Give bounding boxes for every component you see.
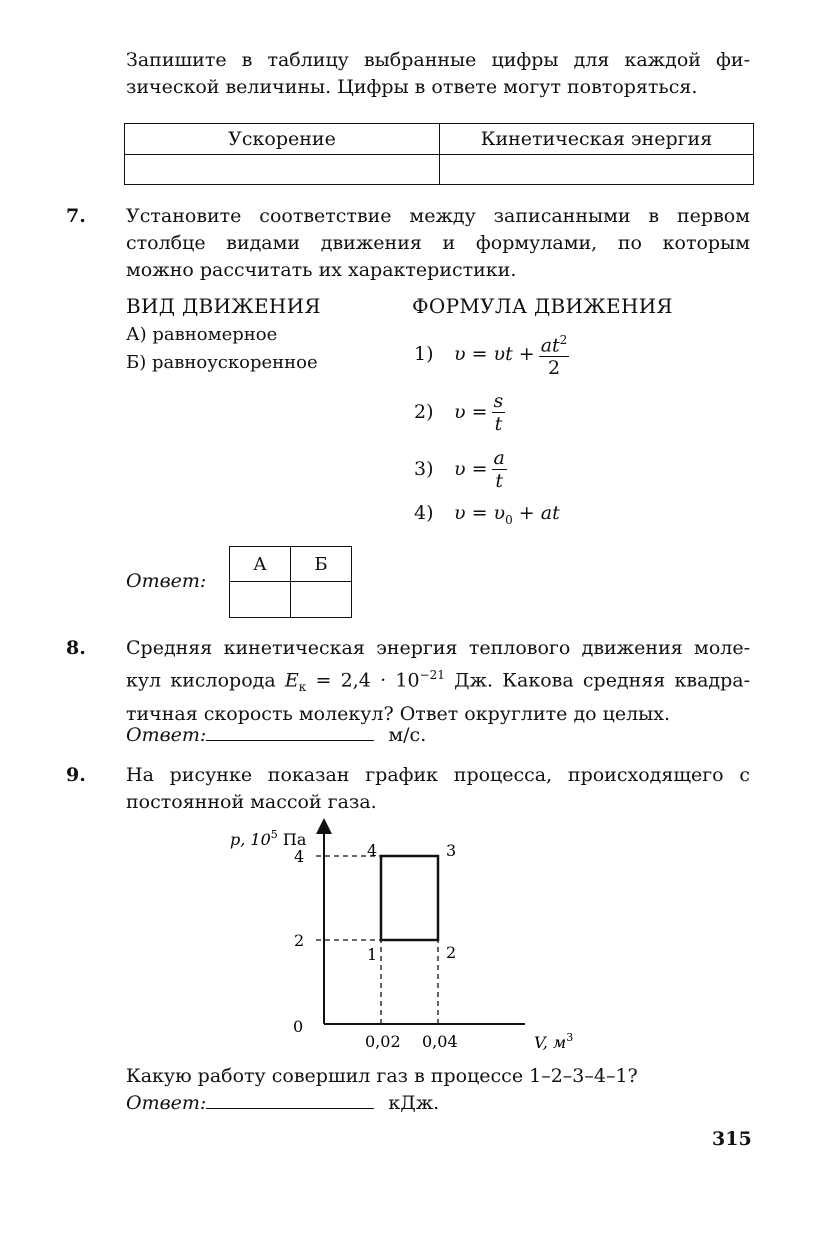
x-tick-label-0: 0,02 bbox=[365, 1032, 401, 1051]
x-axis-label: V, $м^3$ bbox=[534, 1031, 574, 1052]
q8-line-1: Средняя кинетическая энергия теплового движения моле- bbox=[126, 637, 750, 659]
formula-3-lhs: υ = bbox=[454, 458, 488, 480]
y-tick-label-0: 2 bbox=[294, 931, 305, 950]
question-8-number: 8. bbox=[66, 637, 86, 659]
energy-exponent: −21 bbox=[419, 668, 445, 682]
q8-line-2-start: кул кислорода bbox=[126, 669, 285, 692]
q7-line-2: столбце видами движения и формулами, по которым bbox=[126, 232, 750, 254]
q9-line-1: На рисунке показан график процесса, происходящего с bbox=[126, 764, 750, 786]
table-header-acceleration: Ускорение bbox=[125, 124, 440, 155]
motion-item-b: Б) равноускоренное bbox=[126, 352, 318, 373]
state-point-label-3: 3 bbox=[446, 841, 457, 860]
formula-2-label: 2) bbox=[414, 401, 434, 423]
q8-line-3: тичная скорость молекул? Ответ округлите до целых. bbox=[126, 703, 671, 726]
chart-content bbox=[294, 841, 458, 1051]
formula-3-label: 3) bbox=[414, 458, 434, 480]
table-header-kinetic-energy: Кинетическая энергия bbox=[440, 124, 754, 155]
energy-subscript: к bbox=[298, 680, 307, 695]
state-point-label-2: 2 bbox=[446, 943, 457, 962]
intro-line-2: зической величины. Цифры в ответе могут повторяться. bbox=[126, 76, 698, 98]
y-tick-label-1: 4 bbox=[294, 847, 305, 866]
column-head-motion-formula: ФОРМУЛА ДВИЖЕНИЯ bbox=[412, 294, 673, 318]
state-point-label-1: 1 bbox=[367, 945, 378, 964]
formula-1-numerator: at bbox=[540, 334, 560, 357]
formula-4-lhs: υ = υ bbox=[454, 502, 506, 524]
formula-4-subscript: 0 bbox=[505, 512, 513, 527]
page-number: 315 bbox=[712, 1128, 752, 1150]
column-head-motion-type: ВИД ДВИЖЕНИЯ bbox=[126, 294, 321, 318]
formula-3-numerator: a bbox=[493, 446, 505, 469]
motion-item-a: А) равномерное bbox=[126, 324, 278, 345]
q7-answer-label: Ответ: bbox=[126, 570, 207, 592]
answer-col-a: А bbox=[230, 547, 291, 582]
formula-1-lhs: υ = υt + bbox=[454, 343, 535, 365]
answer-col-b: Б bbox=[291, 547, 352, 582]
intro-line-1: Запишите в таблицу выбранные цифры для каждой фи- bbox=[126, 49, 750, 71]
q9-answer-blank[interactable] bbox=[206, 1090, 374, 1109]
question-9-number: 9. bbox=[66, 764, 86, 786]
formula-3-denominator: t bbox=[495, 469, 503, 492]
origin-label: 0 bbox=[293, 1017, 304, 1036]
q9-line-2: постоянной массой газа. bbox=[126, 791, 377, 813]
q7-line-3: можно рассчитать их характеристики. bbox=[126, 259, 517, 281]
formula-1-label: 1) bbox=[414, 343, 434, 365]
formula-4-rhs: + at bbox=[512, 502, 560, 524]
state-point-label-4: 4 bbox=[367, 841, 378, 860]
process-cycle-rectangle bbox=[381, 856, 438, 940]
energy-symbol: E bbox=[284, 669, 299, 692]
formula-1-denominator: 2 bbox=[547, 357, 561, 380]
q8-line-2-end: Дж. Какова средняя квадра- bbox=[444, 669, 751, 692]
q8-answer-label: Ответ: bbox=[126, 724, 207, 746]
formula-2-numerator: s bbox=[493, 389, 504, 412]
q9-question: Какую работу совершил газ в процессе 1–2–3–4–1? bbox=[126, 1065, 638, 1087]
formula-4-label: 4) bbox=[414, 502, 434, 524]
q9-answer-label: Ответ: bbox=[126, 1092, 207, 1114]
q9-answer-unit: кДж. bbox=[388, 1092, 440, 1114]
question-7-number: 7. bbox=[66, 205, 86, 227]
y-axis-label: p, $10^5$ Па bbox=[230, 828, 307, 849]
q9-answer-row bbox=[126, 1090, 439, 1114]
q8-answer-unit: м/с. bbox=[388, 724, 427, 746]
formula-2-lhs: υ = bbox=[454, 401, 488, 423]
x-tick-label-1: 0,04 bbox=[422, 1032, 458, 1051]
q7-line-1: Установите соответствие между записанными в первом bbox=[126, 205, 750, 227]
formula-2-denominator: t bbox=[494, 412, 503, 435]
q8-line-2-value: = 2,4 · 10 bbox=[306, 669, 420, 692]
formula-1-exponent: 2 bbox=[559, 332, 568, 347]
